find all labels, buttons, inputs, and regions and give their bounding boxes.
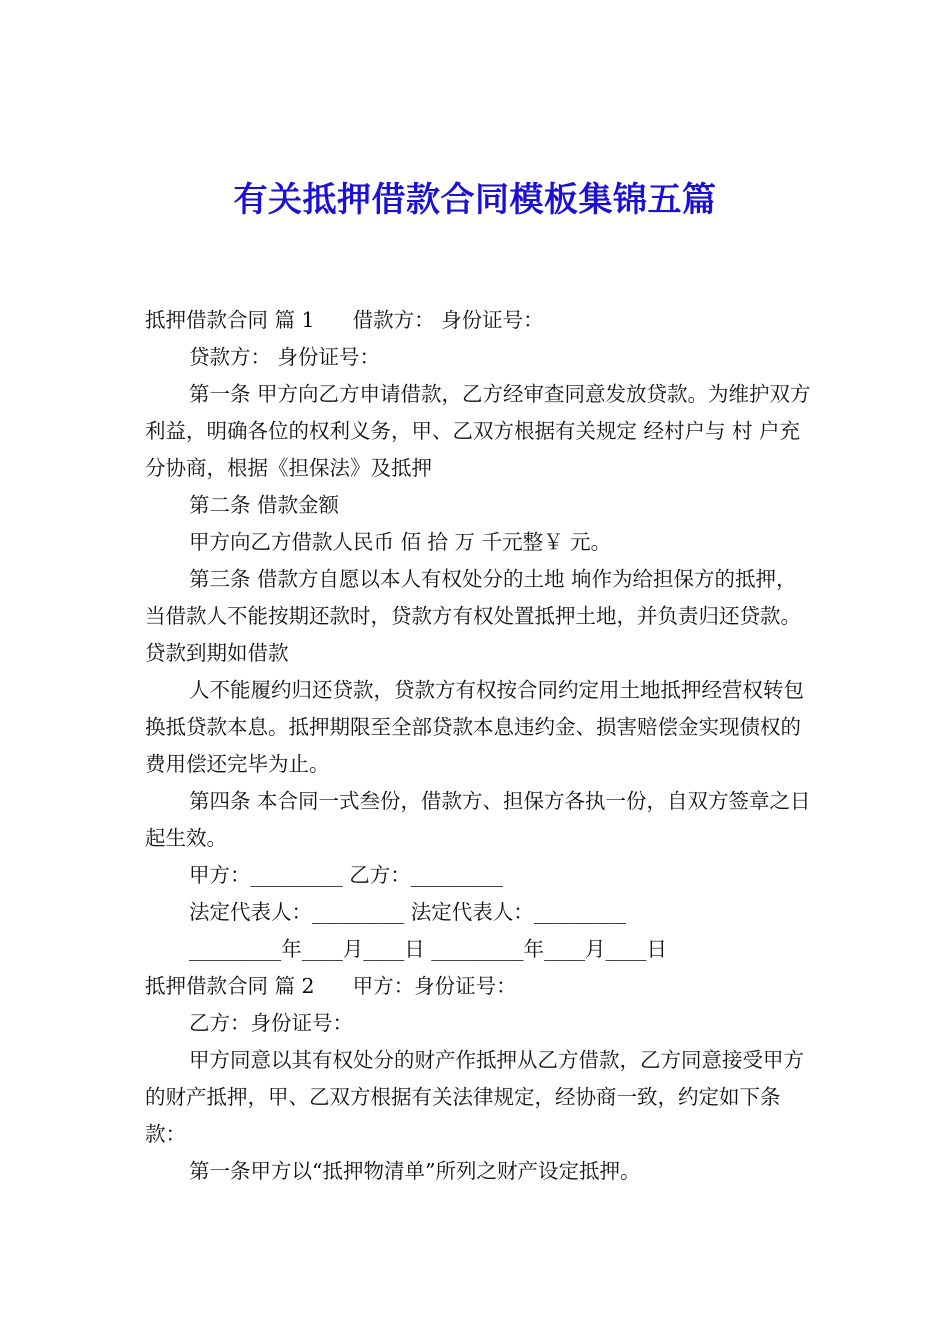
paragraph: 第一条 甲方向乙方申请借款，乙方经审查同意发放贷款。为维护双方利益，明确各位的权利义务，甲、乙双方根据有关规定 经村户与 村 户充分协商，根据《担保法》及抵押 — [145, 382, 811, 480]
paragraph-contract-2-heading — [145, 968, 813, 1005]
paragraph: 甲方同意以其有权处分的财产作抵押从乙方借款，乙方同意接受甲方的财产抵押，甲、乙双方根据有关法律规定，经协商一致，约定如下条款： — [145, 1048, 804, 1146]
section-heading: 抵押借款合同 篇 2 — [145, 974, 315, 998]
document-title: 有关抵押借款合同模板集锦五篇 — [233, 180, 717, 220]
signature-line-parties: 甲方：_________ 乙方：_________ — [189, 863, 504, 887]
paragraph: 第一条甲方以“抵押物清单”所列之财产设定抵押。 — [189, 1159, 641, 1183]
signature-line-representatives: 法定代表人：_________ 法定代表人：_________ — [189, 900, 627, 924]
paragraph-text: 借款方： 身份证号： — [352, 308, 544, 332]
paragraph: 人不能履约归还贷款，贷款方有权按合同约定用土地抵押经营权转包换抵贷款本息。抵押期限至全部贷款本息违约金、损害赔偿金实现债权的费用偿还完毕为止。 — [145, 678, 804, 776]
paragraph: 贷款方： 身份证号： — [189, 345, 381, 369]
paragraph: 第三条 借款方自愿以本人有权处分的土地 垧作为给担保方的抵押，当借款人不能按期还款时，贷款方有权处置抵押土地，并负责归还贷款。贷款到期如借款 — [145, 567, 801, 665]
signature-line-dates: _________年____月____日 _________年____月____日 — [189, 937, 668, 961]
paragraph: 乙方：身份证号： — [189, 1011, 353, 1035]
paragraph: 甲方向乙方借款人民币 佰 拾 万 千元整￥ 元。 — [189, 530, 612, 554]
section-heading: 抵押借款合同 篇 1 — [145, 308, 315, 332]
paragraph: 第二条 借款金额 — [189, 493, 340, 517]
document-body — [145, 302, 813, 1190]
paragraph: 第四条 本合同一式叁份，借款方、担保方各执一份，自双方签章之日起生效。 — [145, 789, 811, 850]
paragraph-text: 甲方：身份证号： — [352, 974, 517, 998]
paragraph-contract-1-heading — [145, 302, 813, 339]
